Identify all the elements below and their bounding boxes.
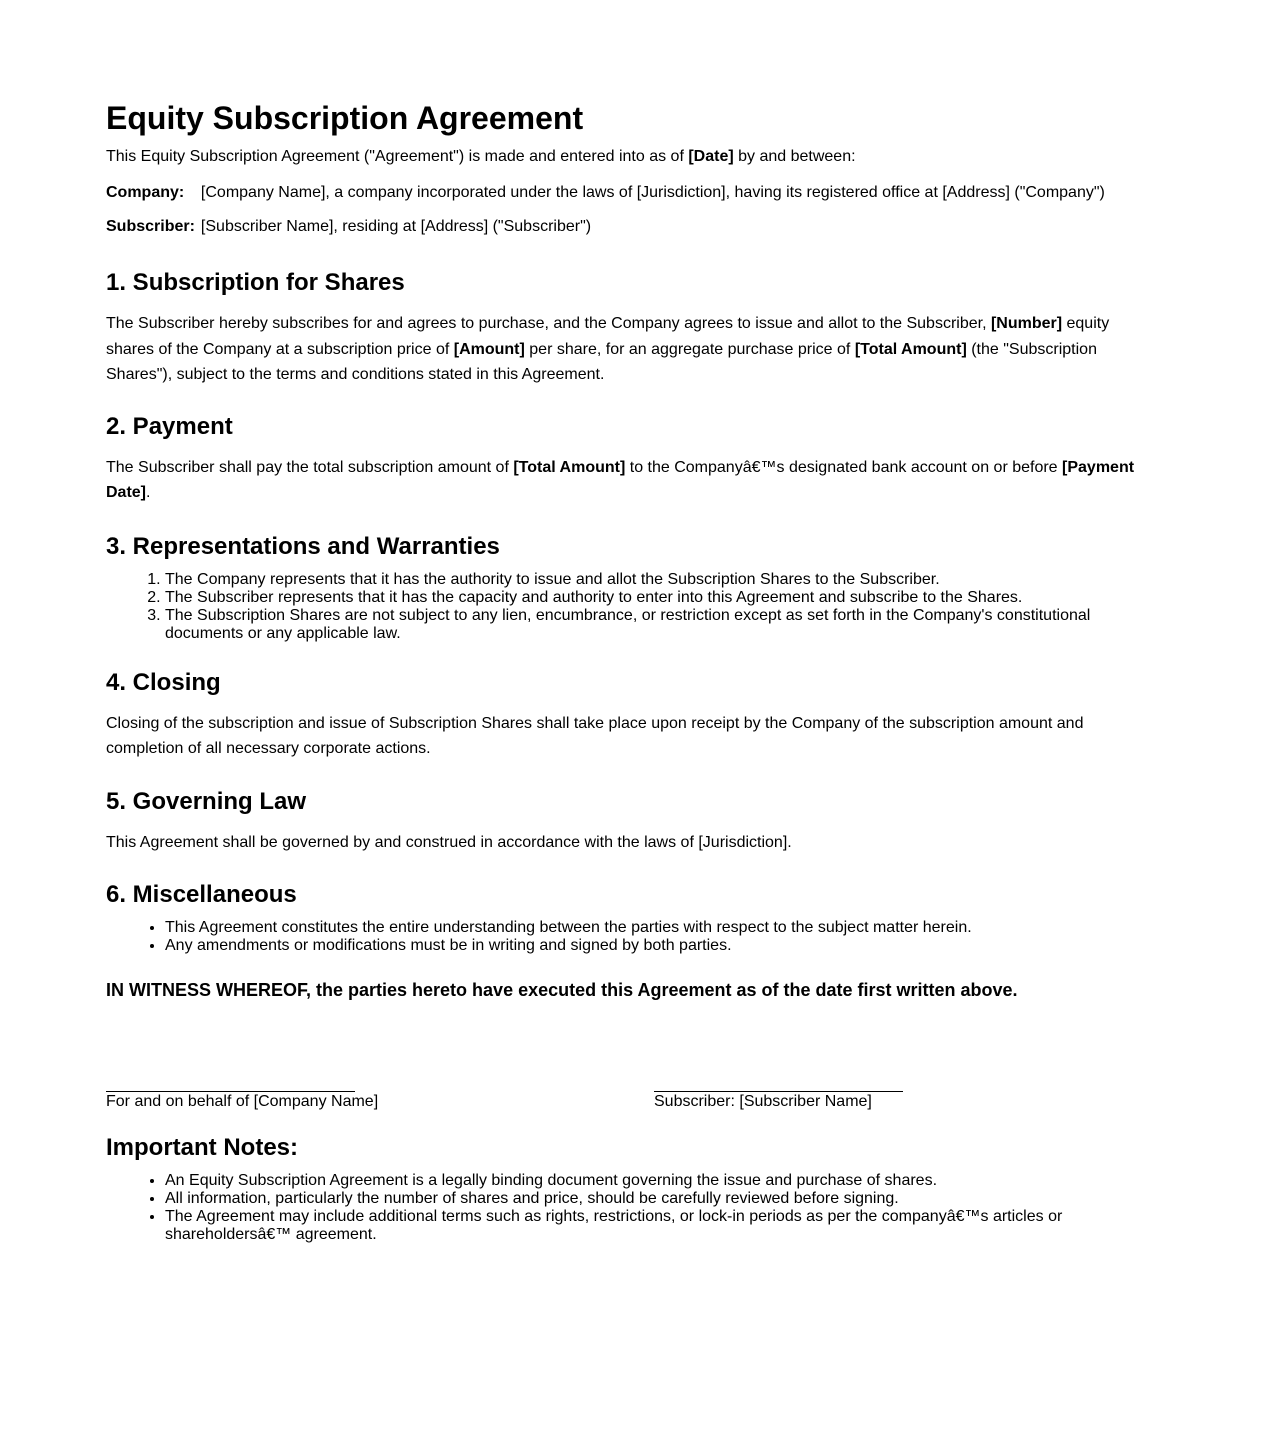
party-row-subscriber	[106, 217, 1105, 237]
party-row-company	[106, 183, 1105, 217]
s1-text-3: per share, for an aggregate purchase price of	[524, 340, 855, 358]
important-notes-list	[106, 1172, 1138, 1244]
list-item: 1. The Company represents that it has the authority to issue and allot the Subscription Shares to the Subscriber.	[165, 571, 1138, 589]
signature-block	[106, 1091, 1138, 1131]
s1-amount-placeholder: [Amount]	[453, 340, 525, 358]
section-1-paragraph	[106, 311, 1138, 388]
section-5-paragraph: This Agreement shall be governed by and construed in accordance with the laws of [Jurisdiction].	[106, 833, 792, 851]
s1-total-placeholder: [Total Amount]	[854, 340, 967, 358]
document-content	[106, 0, 1138, 1244]
s2-text-1: The Subscriber shall pay the total subscription amount of	[106, 458, 514, 476]
s2-text-2: to the Companyâ€™s designated bank account on or before	[625, 458, 1063, 476]
section-2-paragraph	[106, 455, 1138, 506]
company-signature-caption: For and on behalf of [Company Name]	[106, 1093, 379, 1110]
s1-number-placeholder: [Number]	[990, 315, 1063, 332]
section-3-heading: 3. Representations and Warranties	[106, 532, 500, 560]
list-item: 3. The Subscription Shares are not subject to any lien, encumbrance, or restriction except as set forth in the Company's constitutional documents or any applicable law.	[165, 607, 1138, 643]
list-item: 2. The Subscriber represents that it has the capacity and authority to enter into this Agreement and subscribe to the Shares.	[165, 589, 1138, 607]
subscriber-signature	[654, 1091, 903, 1111]
subscriber-details: [Subscriber Name], residing at [Address] ("Subscriber")	[200, 218, 592, 235]
intro-paragraph	[106, 145, 1138, 169]
company-label: Company:	[106, 184, 185, 201]
list-item: • Any amendments or modifications must be in writing and signed by both parties.	[165, 937, 1138, 955]
s1-text-1: The Subscriber hereby subscribes for and agrees to purchase, and the Company agrees to issue and allot to the Subscriber,	[106, 315, 991, 332]
section-2-heading: 2. Payment	[106, 412, 233, 440]
company-signature	[106, 1091, 378, 1111]
subscriber-signature-line	[654, 1091, 903, 1092]
s2-text-3: .	[146, 484, 151, 501]
witness-statement: IN WITNESS WHEREOF, the parties hereto have executed this Agreement as of the date first written above.	[106, 980, 1018, 1000]
section-4-heading: 4. Closing	[106, 668, 221, 696]
company-signature-line	[106, 1091, 355, 1092]
list-item: • This Agreement constitutes the entire understanding between the parties with respect to the subject matter herein.	[165, 919, 1138, 937]
list-item: • The Agreement may include additional terms such as rights, restrictions, or lock-in periods as per the companyâ€™s articles or shareholdersâ€™ agreement.	[165, 1208, 1138, 1244]
parties-table	[106, 183, 1105, 237]
s1-text-4: (the "Subscription Shares"), subject to the terms and conditions stated in this Agreement.	[106, 340, 1097, 383]
intro-text-after: by and between:	[733, 148, 856, 165]
s2-total-placeholder: [Total Amount]	[513, 458, 626, 476]
section-4-paragraph: Closing of the subscription and issue of Subscription Shares shall take place upon receipt by the Company of the subscription amount and completion of all necessary corporate actions.	[106, 714, 1084, 757]
miscellaneous-list	[106, 919, 1138, 955]
section-1-heading: 1. Subscription for Shares	[106, 269, 405, 296]
list-item: • An Equity Subscription Agreement is a legally binding document governing the issue and purchase of shares.	[165, 1172, 1138, 1190]
list-item: • All information, particularly the number of shares and price, should be carefully reviewed before signing.	[165, 1190, 1138, 1208]
section-6-heading: 6. Miscellaneous	[106, 881, 297, 908]
s2-payment-date-placeholder: [Payment Date]	[106, 458, 1135, 501]
s1-text-2: equity shares of the Company at a subscription price of	[106, 315, 1110, 358]
important-notes-heading: Important Notes:	[106, 1134, 298, 1161]
representations-list	[106, 571, 1138, 643]
company-details: [Company Name], a company incorporated under the laws of [Jurisdiction], having its registered office at [Address] ("Company")	[200, 184, 1105, 201]
document-title: Equity Subscription Agreement	[106, 100, 584, 136]
subscriber-label: Subscriber:	[106, 218, 195, 235]
section-5-heading: 5. Governing Law	[106, 787, 307, 815]
subscriber-signature-caption: Subscriber: [Subscriber Name]	[654, 1093, 872, 1110]
intro-text-before: This Equity Subscription Agreement ("Agreement") is made and entered into as of	[106, 148, 689, 165]
intro-date-placeholder: [Date]	[688, 148, 734, 165]
